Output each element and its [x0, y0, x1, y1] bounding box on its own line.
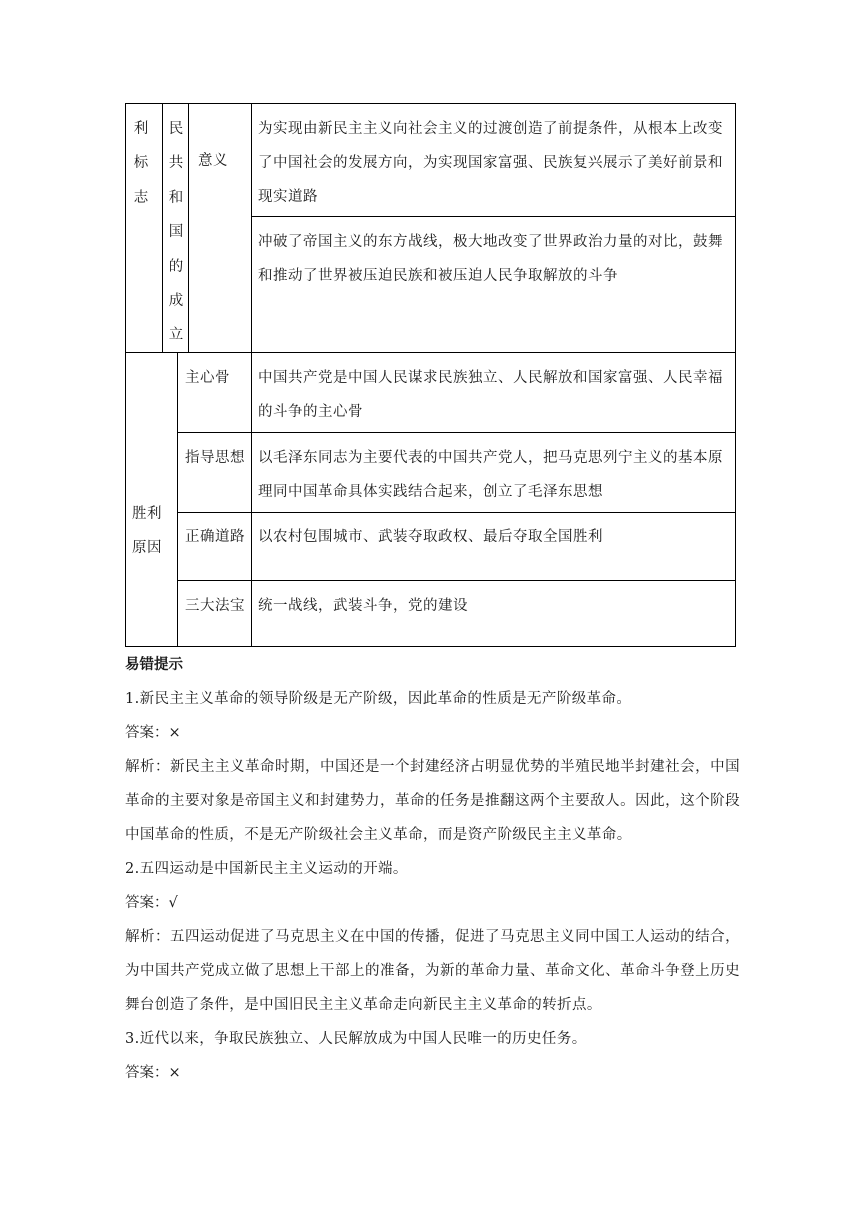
table-cell-col1-top: 利 标 志 — [133, 121, 149, 206]
answer-2: 答案：√ — [125, 895, 178, 911]
table-cell-row-label: 正确道路 — [185, 529, 245, 545]
table-cell-row-label: 主心骨 — [185, 370, 230, 386]
table-vline — [162, 103, 163, 352]
table-cell-yiyi-row1: 为实现由新民主主义向社会主义的过渡创造了前提条件，从根本上改变了中国社会的发展方向，为实现国家富强、民族复兴展示了美好前景和现实道路 — [258, 121, 723, 205]
table-hline — [177, 512, 736, 513]
explanation-1: 解析：新民主主义革命时期，中国还是一个封建经济占明显优势的半殖民地半封建社会，中国革命的主要对象是帝国主义和封建势力，革命的任务是推翻这两个主要敌人。因此，这个阶段中国革命的性质，不是无产阶级社会主义革命，而是资产阶级民主主义革命。 — [125, 759, 740, 843]
answer-1: 答案：× — [125, 725, 181, 741]
question-2: 2.五四运动是中国新民主主义运动的开端。 — [125, 861, 408, 877]
table-cell-col2-top: 民 共 和 国 的 成 立 — [168, 121, 184, 344]
table-hline — [125, 352, 736, 353]
answer-3: 答案：× — [125, 1065, 181, 1081]
table-vline — [188, 103, 189, 352]
table-vline — [177, 352, 178, 647]
table-cell-row-text: 统一战线，武装斗争，党的建设 — [258, 598, 468, 614]
table-hline — [177, 432, 736, 433]
table-vline — [251, 103, 252, 647]
tips-heading: 易错提示 — [125, 656, 183, 673]
explanation-2: 解析：五四运动促进了马克思主义在中国的传播，促进了马克思主义同中国工人运动的结合，为中国共产党成立做了思想上干部上的准备，为新的革命力量、革命文化、革命斗争登上历史舞台创造了条件，是中国旧民主主义革命走向新民主主义革命的转折点。 — [125, 929, 740, 1013]
question-1: 1.新民主主义革命的领导阶级是无产阶级，因此革命的性质是无产阶级革命。 — [125, 691, 632, 707]
table-cell-row-text: 中国共产党是中国人民谋求民族独立、人民解放和国家富强、人民幸福的斗争的主心骨 — [258, 370, 723, 420]
table-cell-row-label: 三大法宝 — [185, 598, 245, 614]
table-border-right — [735, 103, 736, 647]
table-cell-row-text: 以农村包围城市、武装夺取政权、最后夺取全国胜利 — [258, 529, 603, 545]
table-border-bottom — [125, 646, 736, 647]
table-border-top — [125, 103, 736, 104]
table-hline — [251, 216, 736, 217]
table-cell-shengli-label: 胜利原因 — [132, 506, 162, 556]
table-cell-row-text: 以毛泽东同志为主要代表的中国共产党人，把马克思列宁主义的基本原理同中国革命具体实践结合起来，创立了毛泽东思想 — [258, 450, 723, 500]
table-border-left — [125, 103, 126, 647]
table-hline — [177, 580, 736, 581]
table-cell-yiyi-label: 意义 — [198, 153, 228, 169]
question-3: 3.近代以来，争取民族独立、人民解放成为中国人民唯一的历史任务。 — [125, 1031, 587, 1047]
table-cell-row-label: 指导思想 — [185, 450, 245, 466]
table-cell-yiyi-row2: 冲破了帝国主义的东方战线，极大地改变了世界政治力量的对比，鼓舞和推动了世界被压迫民族和被压迫人民争取解放的斗争 — [258, 234, 723, 284]
